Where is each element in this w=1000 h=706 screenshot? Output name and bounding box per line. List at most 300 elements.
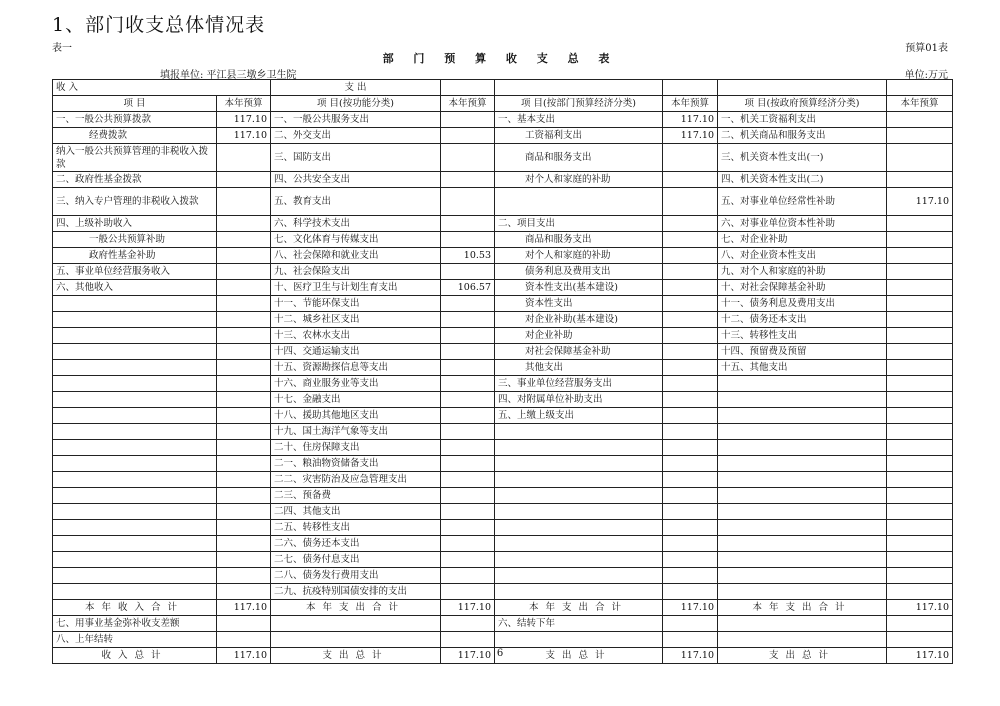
- table-row: [53, 280, 953, 296]
- dept-econ-item: 对企业补助(基本建设): [495, 312, 663, 328]
- income-value: [217, 520, 271, 536]
- gov-econ-item: [718, 520, 887, 536]
- dept-econ-value: [663, 376, 718, 392]
- func-value: [441, 584, 495, 600]
- func-item: 二五、转移性支出: [271, 520, 441, 536]
- dept-econ-value: [663, 188, 718, 216]
- income-value: [217, 424, 271, 440]
- total-gov-label: 本年支出合计: [718, 600, 887, 616]
- gov-econ-value: [887, 112, 953, 128]
- income-item: [53, 488, 217, 504]
- gov-econ-item: 十三、转移性支出: [718, 328, 887, 344]
- table-row: [53, 568, 953, 584]
- income-value: [217, 440, 271, 456]
- income-value: [217, 568, 271, 584]
- func-value: [441, 216, 495, 232]
- income-item: [53, 520, 217, 536]
- table-row: [53, 584, 953, 600]
- func-item: 八、社会保障和就业支出: [271, 248, 441, 264]
- table-row: [53, 552, 953, 568]
- func-item: 十一、节能环保支出: [271, 296, 441, 312]
- func-item: 九、社会保险支出: [271, 264, 441, 280]
- table-row: [53, 472, 953, 488]
- func-value: [441, 172, 495, 188]
- dept-econ-item: 工资福利支出: [495, 128, 663, 144]
- dept-econ-item: [495, 456, 663, 472]
- income-item: [53, 584, 217, 600]
- table-row: [53, 312, 953, 328]
- gov-econ-item: 十四、预留费及预留: [718, 344, 887, 360]
- total-func-value: 117.10: [441, 600, 495, 616]
- income-item: [53, 376, 217, 392]
- table-row: [53, 128, 953, 144]
- gov-econ-value: [887, 392, 953, 408]
- extra-row: [53, 632, 953, 648]
- dept-econ-value: [663, 280, 718, 296]
- income-item: [53, 408, 217, 424]
- dept-econ-item: [495, 632, 663, 648]
- func-item: 七、文化体育与传媒支出: [271, 232, 441, 248]
- income-value: [217, 264, 271, 280]
- dept-econ-value: [663, 440, 718, 456]
- func-item: 二一、粮油物资储备支出: [271, 456, 441, 472]
- gov-econ-item: 五、对事业单位经常性补助: [718, 188, 887, 216]
- func-value: [441, 488, 495, 504]
- gov-econ-item: [718, 584, 887, 600]
- income-item: [53, 392, 217, 408]
- func-value: [441, 440, 495, 456]
- func-item: 二八、债务发行费用支出: [271, 568, 441, 584]
- income-item: [53, 296, 217, 312]
- gov-econ-item: 九、对个人和家庭的补助: [718, 264, 887, 280]
- page-title: 1、部门收支总体情况表: [52, 14, 266, 36]
- income-value: [217, 616, 271, 632]
- table-row: [53, 360, 953, 376]
- func-value: 106.57: [441, 280, 495, 296]
- func-budget-header: 本年预算: [441, 96, 495, 112]
- func-item: 一、一般公共服务支出: [271, 112, 441, 128]
- table-row: [53, 408, 953, 424]
- table-code: 预算01表: [905, 43, 948, 54]
- dept-econ-value: [663, 360, 718, 376]
- func-value: [441, 472, 495, 488]
- gov-econ-value: [887, 520, 953, 536]
- income-value: [217, 536, 271, 552]
- income-item: 纳入一般公共预算管理的非税收入拨款: [53, 144, 217, 172]
- dept-econ-value: [663, 216, 718, 232]
- func-value: [441, 616, 495, 632]
- table-row: [53, 296, 953, 312]
- gov-econ-item: 六、对事业单位资本性补助: [718, 216, 887, 232]
- func-value: [441, 552, 495, 568]
- gov-econ-item: 十二、债务还本支出: [718, 312, 887, 328]
- func-item: 六、科学技术支出: [271, 216, 441, 232]
- income-item: [53, 440, 217, 456]
- table-row: [53, 504, 953, 520]
- dept-econ-value: [663, 568, 718, 584]
- dept-econ-item: [495, 552, 663, 568]
- dept-econ-item: 一、基本支出: [495, 112, 663, 128]
- gov-econ-header: 项 目(按政府预算经济分类): [718, 96, 887, 112]
- func-value: [441, 408, 495, 424]
- gov-econ-item: 十一、债务利息及费用支出: [718, 296, 887, 312]
- func-item: 十九、国土海洋气象等支出: [271, 424, 441, 440]
- dept-econ-item: 对个人和家庭的补助: [495, 248, 663, 264]
- func-item: 四、公共安全支出: [271, 172, 441, 188]
- income-value: [217, 172, 271, 188]
- table-row: [53, 488, 953, 504]
- total-dept-value: 117.10: [663, 648, 718, 664]
- gov-econ-value: [887, 328, 953, 344]
- income-item: 经费拨款: [53, 128, 217, 144]
- income-value: [217, 360, 271, 376]
- table-row: [53, 188, 953, 216]
- gov-econ-item: [718, 376, 887, 392]
- dept-budget-header: 本年预算: [663, 96, 718, 112]
- expense-header: 支 出: [271, 80, 441, 96]
- dept-econ-value: [663, 312, 718, 328]
- income-budget-header: 本年预算: [217, 96, 271, 112]
- dept-econ-value: [663, 472, 718, 488]
- gov-econ-value: 117.10: [887, 188, 953, 216]
- gov-econ-item: 二、机关商品和服务支出: [718, 128, 887, 144]
- dept-econ-value: [663, 584, 718, 600]
- gov-budget-header: 本年预算: [887, 96, 953, 112]
- func-item: 二六、债务还本支出: [271, 536, 441, 552]
- extra-row: [53, 616, 953, 632]
- func-item: 二四、其他支出: [271, 504, 441, 520]
- income-item: [53, 536, 217, 552]
- total-income-value: 117.10: [217, 648, 271, 664]
- func-item-header: 项 目(按功能分类): [271, 96, 441, 112]
- func-value: [441, 188, 495, 216]
- dept-econ-item: 资本性支出: [495, 296, 663, 312]
- total-dept-label: 本年支出合计: [495, 600, 663, 616]
- income-value: [217, 188, 271, 216]
- income-value: 117.10: [217, 112, 271, 128]
- income-item-header: 项 目: [53, 96, 217, 112]
- gov-econ-item: [718, 536, 887, 552]
- func-item: 十八、援助其他地区支出: [271, 408, 441, 424]
- dept-econ-value: [663, 172, 718, 188]
- gov-econ-value: [887, 232, 953, 248]
- dept-econ-value: [663, 520, 718, 536]
- page-number: 6: [496, 648, 504, 659]
- dept-econ-item: 三、事业单位经营服务支出: [495, 376, 663, 392]
- dept-econ-value: [663, 408, 718, 424]
- gov-econ-value: [887, 248, 953, 264]
- dept-econ-item: [495, 520, 663, 536]
- total-income-value: 117.10: [217, 600, 271, 616]
- gov-econ-item: [718, 616, 887, 632]
- func-item: 十二、城乡社区支出: [271, 312, 441, 328]
- table-label: 表一: [52, 43, 72, 54]
- total-income-label: 本年收入合计: [53, 600, 217, 616]
- dept-econ-item: [495, 504, 663, 520]
- func-item: 十、医疗卫生与计划生育支出: [271, 280, 441, 296]
- income-item: 三、纳入专户管理的非税收入拨款: [53, 188, 217, 216]
- total-income-label: 收入总计: [53, 648, 217, 664]
- dept-econ-value: [663, 456, 718, 472]
- dept-econ-value: [663, 488, 718, 504]
- func-item: 二二、灾害防治及应急管理支出: [271, 472, 441, 488]
- header-row-2: [53, 96, 953, 112]
- income-item: [53, 504, 217, 520]
- dept-econ-item: 其他支出: [495, 360, 663, 376]
- table-title: 部 门 预 算 收 支 总 表: [382, 52, 618, 65]
- func-value: [441, 312, 495, 328]
- dept-econ-value: [663, 264, 718, 280]
- income-item: [53, 344, 217, 360]
- func-value: 10.53: [441, 248, 495, 264]
- income-item: [53, 328, 217, 344]
- income-value: [217, 408, 271, 424]
- dept-econ-value: [663, 344, 718, 360]
- table-row: [53, 232, 953, 248]
- func-value: [441, 424, 495, 440]
- total-dept-label: 支出总计: [495, 648, 663, 664]
- func-value: [441, 568, 495, 584]
- income-item: [53, 312, 217, 328]
- func-item: 十三、农林水支出: [271, 328, 441, 344]
- total-func-label: 支出总计: [271, 648, 441, 664]
- total-func-value: 117.10: [441, 648, 495, 664]
- func-item: 二三、预备费: [271, 488, 441, 504]
- income-item: 一、一般公共预算拨款: [53, 112, 217, 128]
- table-row: [53, 172, 953, 188]
- dept-econ-item: [495, 568, 663, 584]
- gov-econ-value: [887, 264, 953, 280]
- table-row: [53, 520, 953, 536]
- dept-econ-item: 六、结转下年: [495, 616, 663, 632]
- gov-econ-value: [887, 408, 953, 424]
- gov-econ-item: 三、机关资本性支出(一): [718, 144, 887, 172]
- dept-econ-value: 117.10: [663, 112, 718, 128]
- func-value: [441, 392, 495, 408]
- gov-econ-item: [718, 472, 887, 488]
- income-value: [217, 216, 271, 232]
- dept-econ-item: 对个人和家庭的补助: [495, 172, 663, 188]
- table-row: [53, 440, 953, 456]
- gov-econ-value: [887, 360, 953, 376]
- total-dept-value: 117.10: [663, 600, 718, 616]
- gov-econ-value: [887, 344, 953, 360]
- income-item: 四、上级补助收入: [53, 216, 217, 232]
- dept-econ-item: 对社会保障基金补助: [495, 344, 663, 360]
- dept-econ-item: 商品和服务支出: [495, 232, 663, 248]
- func-value: [441, 456, 495, 472]
- income-value: [217, 376, 271, 392]
- gov-econ-item: [718, 568, 887, 584]
- gov-econ-item: 十五、其他支出: [718, 360, 887, 376]
- func-value: [441, 632, 495, 648]
- budget-table: [52, 79, 953, 664]
- income-item: [53, 424, 217, 440]
- dept-econ-value: [663, 552, 718, 568]
- gov-econ-value: [887, 488, 953, 504]
- gov-econ-item: [718, 456, 887, 472]
- gov-econ-item: [718, 440, 887, 456]
- income-value: 117.10: [217, 128, 271, 144]
- gov-econ-value: [887, 440, 953, 456]
- header-row-1: [53, 80, 953, 96]
- func-item: 二九、抗疫特别国债安排的支出: [271, 584, 441, 600]
- table-row: [53, 376, 953, 392]
- income-value: [217, 392, 271, 408]
- income-item: 六、其他收入: [53, 280, 217, 296]
- income-item: 一般公共预算补助: [53, 232, 217, 248]
- func-value: [441, 112, 495, 128]
- total-func-label: 本年支出合计: [271, 600, 441, 616]
- func-value: [441, 296, 495, 312]
- gov-econ-item: [718, 504, 887, 520]
- income-value: [217, 552, 271, 568]
- dept-econ-item: [495, 472, 663, 488]
- total-gov-value: 117.10: [887, 600, 953, 616]
- dept-econ-value: [663, 616, 718, 632]
- total-gov-value: 117.10: [887, 648, 953, 664]
- gov-econ-value: [887, 312, 953, 328]
- func-item: 十七、金融支出: [271, 392, 441, 408]
- income-value: [217, 456, 271, 472]
- dept-econ-item: [495, 488, 663, 504]
- income-value: [217, 296, 271, 312]
- func-item: 二、外交支出: [271, 128, 441, 144]
- income-value: [217, 232, 271, 248]
- func-item: 十六、商业服务业等支出: [271, 376, 441, 392]
- filing-unit: 填报单位: 平江县三墩乡卫生院: [160, 70, 297, 81]
- dept-econ-value: [663, 632, 718, 648]
- currency-unit: 单位:万元: [904, 70, 948, 81]
- income-value: [217, 248, 271, 264]
- gov-econ-value: [887, 144, 953, 172]
- table-row: [53, 424, 953, 440]
- dept-econ-value: [663, 144, 718, 172]
- func-item: 十五、资源勘探信息等支出: [271, 360, 441, 376]
- income-item: [53, 568, 217, 584]
- dept-econ-value: [663, 328, 718, 344]
- func-item: 三、国防支出: [271, 144, 441, 172]
- func-value: [441, 520, 495, 536]
- gov-econ-value: [887, 568, 953, 584]
- income-item: [53, 360, 217, 376]
- gov-econ-item: 一、机关工资福利支出: [718, 112, 887, 128]
- table-row: [53, 456, 953, 472]
- total-gov-label: 支出总计: [718, 648, 887, 664]
- func-item: 二七、债务付息支出: [271, 552, 441, 568]
- gov-econ-value: [887, 632, 953, 648]
- table-row: [53, 344, 953, 360]
- func-value: [441, 264, 495, 280]
- income-item: 七、用事业基金弥补收支差额: [53, 616, 217, 632]
- func-value: [441, 360, 495, 376]
- func-value: [441, 144, 495, 172]
- income-value: [217, 504, 271, 520]
- gov-econ-value: [887, 216, 953, 232]
- gov-econ-item: 十、对社会保障基金补助: [718, 280, 887, 296]
- income-item: [53, 552, 217, 568]
- func-value: [441, 536, 495, 552]
- dept-econ-value: [663, 248, 718, 264]
- dept-econ-item: 五、上缴上级支出: [495, 408, 663, 424]
- income-value: [217, 280, 271, 296]
- dept-econ-item: 四、对附属单位补助支出: [495, 392, 663, 408]
- gov-econ-item: [718, 552, 887, 568]
- dept-econ-item: [495, 536, 663, 552]
- dept-econ-header: 项 目(按部门预算经济分类): [495, 96, 663, 112]
- income-value: [217, 328, 271, 344]
- dept-econ-value: [663, 424, 718, 440]
- income-value: [217, 472, 271, 488]
- income-item: 五、事业单位经营服务收入: [53, 264, 217, 280]
- gov-econ-value: [887, 472, 953, 488]
- gov-econ-item: [718, 632, 887, 648]
- table-row: [53, 216, 953, 232]
- func-item: 二十、住房保障支出: [271, 440, 441, 456]
- dept-econ-value: [663, 392, 718, 408]
- gov-econ-item: [718, 392, 887, 408]
- income-item: 二、政府性基金拨款: [53, 172, 217, 188]
- table-row: [53, 264, 953, 280]
- income-item: [53, 456, 217, 472]
- func-value: [441, 376, 495, 392]
- dept-econ-item: [495, 584, 663, 600]
- gov-econ-value: [887, 376, 953, 392]
- income-item: 八、上年结转: [53, 632, 217, 648]
- gov-econ-item: 四、机关资本性支出(二): [718, 172, 887, 188]
- dept-econ-value: [663, 232, 718, 248]
- func-value: [441, 328, 495, 344]
- dept-econ-value: [663, 296, 718, 312]
- func-item: [271, 616, 441, 632]
- year-totals-row: [53, 600, 953, 616]
- income-item: 政府性基金补助: [53, 248, 217, 264]
- dept-econ-item: 商品和服务支出: [495, 144, 663, 172]
- gov-econ-item: 八、对企业资本性支出: [718, 248, 887, 264]
- func-value: [441, 128, 495, 144]
- gov-econ-value: [887, 584, 953, 600]
- table-row: [53, 144, 953, 172]
- table-row: [53, 112, 953, 128]
- func-item: [271, 632, 441, 648]
- gov-econ-value: [887, 552, 953, 568]
- income-header: 收 入: [53, 80, 271, 96]
- func-value: [441, 232, 495, 248]
- func-item: 五、教育支出: [271, 188, 441, 216]
- gov-econ-item: [718, 424, 887, 440]
- gov-econ-item: [718, 408, 887, 424]
- income-value: [217, 632, 271, 648]
- dept-econ-item: 资本性支出(基本建设): [495, 280, 663, 296]
- dept-econ-item: 二、项目支出: [495, 216, 663, 232]
- income-value: [217, 144, 271, 172]
- dept-econ-item: [495, 424, 663, 440]
- dept-econ-value: [663, 536, 718, 552]
- income-value: [217, 312, 271, 328]
- gov-econ-value: [887, 456, 953, 472]
- table-row: [53, 536, 953, 552]
- dept-econ-value: 117.10: [663, 128, 718, 144]
- gov-econ-item: [718, 488, 887, 504]
- income-value: [217, 584, 271, 600]
- income-value: [217, 488, 271, 504]
- income-item: [53, 472, 217, 488]
- func-value: [441, 504, 495, 520]
- dept-econ-item: 对企业补助: [495, 328, 663, 344]
- dept-econ-value: [663, 504, 718, 520]
- gov-econ-item: 七、对企业补助: [718, 232, 887, 248]
- func-item: 十四、交通运输支出: [271, 344, 441, 360]
